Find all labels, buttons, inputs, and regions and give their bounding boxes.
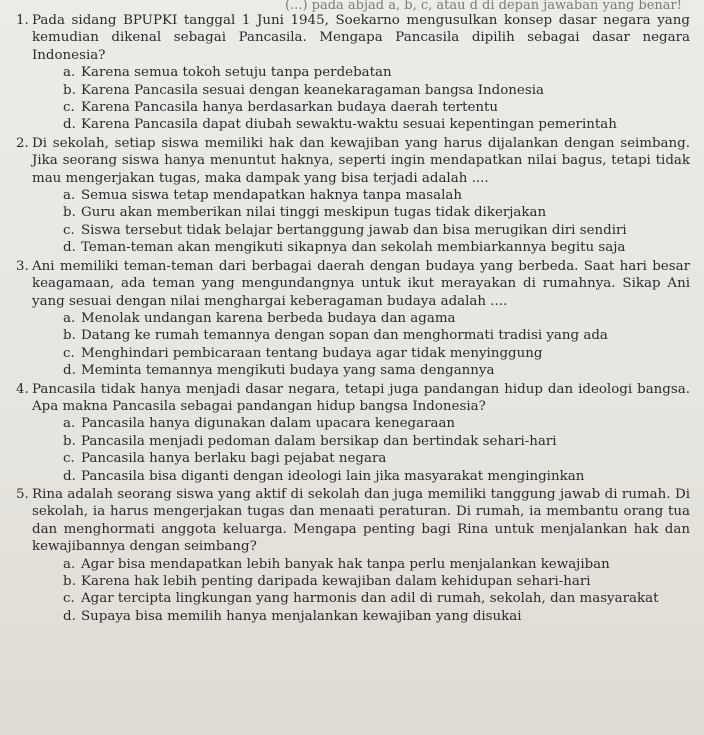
option-d bbox=[63, 239, 690, 256]
question-1 bbox=[16, 12, 690, 134]
option-c bbox=[63, 590, 690, 607]
option-c bbox=[63, 222, 690, 239]
option-d bbox=[63, 116, 690, 133]
option-letter: c. bbox=[63, 345, 75, 361]
option-letter: d. bbox=[63, 240, 76, 256]
instruction-fragment: (...) pada abjad a, b, c, atau d di depan jawaban yang benar! bbox=[284, 0, 682, 12]
option-letter: c. bbox=[63, 100, 75, 116]
option-letter: a. bbox=[63, 416, 76, 432]
option-letter: d. bbox=[63, 117, 76, 133]
option-b bbox=[63, 573, 690, 590]
options-list bbox=[63, 415, 690, 485]
option-text: Karena Pancasila hanya berdasarkan budaya daerah tertentu bbox=[81, 100, 499, 116]
option-b bbox=[63, 327, 690, 344]
option-letter: b. bbox=[63, 433, 76, 449]
option-b bbox=[63, 82, 690, 99]
option-text: Karena Pancasila dapat diubah sewaktu-waktu sesuai kepentingan pemerintah bbox=[81, 117, 617, 133]
option-text: Siswa tersebut tidak belajar bertanggung jawab dan bisa merugikan diri sendiri bbox=[81, 222, 627, 238]
option-text: Semua siswa tetap mendapatkan haknya tanpa masalah bbox=[81, 188, 462, 204]
question-3 bbox=[16, 258, 690, 380]
question-5 bbox=[16, 486, 690, 625]
option-letter: d. bbox=[63, 468, 76, 484]
question-number: 2. bbox=[16, 135, 29, 151]
question-number: 3. bbox=[16, 258, 29, 274]
options-list bbox=[63, 187, 690, 257]
option-letter: c. bbox=[63, 591, 75, 607]
question-text: Rina adalah seorang siswa yang aktif di sekolah dan juga memiliki tanggung jawab di rumah. Di sekolah, ia harus mengerjakan tugas dan menaati peraturan. Di rumah, ia membantu orang tua dan menghormati anggota keluarga. Mengapa penting bagi Rina untuk menjalankan hak dan kewajibannya dengan seimbang? bbox=[32, 486, 690, 555]
option-d bbox=[63, 608, 690, 625]
question-text: Pada sidang BPUPKI tanggal 1 Juni 1945, Soekarno mengusulkan konsep dasar negara yang kemudian dikenal sebagai Pancasila. Mengapa Pancasila dipilih sebagai dasar negara Indonesia? bbox=[32, 13, 690, 63]
option-letter: b. bbox=[63, 82, 76, 98]
option-letter: a. bbox=[63, 310, 76, 326]
option-text: Teman-teman akan mengikuti sikapnya dan sekolah membiarkannya begitu saja bbox=[81, 240, 626, 256]
option-letter: c. bbox=[63, 451, 75, 467]
options-list bbox=[63, 64, 690, 134]
option-letter: d. bbox=[63, 363, 76, 379]
option-letter: b. bbox=[63, 205, 76, 221]
option-text: Menghindari pembicaraan tentang budaya agar tidak menyinggung bbox=[81, 345, 543, 361]
question-stem bbox=[16, 486, 690, 556]
option-letter: b. bbox=[63, 328, 76, 344]
option-text: Agar bisa mendapatkan lebih banyak hak tanpa perlu menjalankan kewajiban bbox=[81, 556, 610, 572]
option-text: Pancasila bisa diganti dengan ideologi lain jika masyarakat menginginkan bbox=[81, 468, 585, 484]
question-text: Pancasila tidak hanya menjadi dasar negara, tetapi juga pandangan hidup dan ideologi bangsa. Apa makna Pancasila sebagai pandangan hidup bangsa Indonesia? bbox=[32, 381, 690, 414]
option-letter: a. bbox=[63, 188, 76, 204]
question-text: Di sekolah, setiap siswa memiliki hak dan kewajiban yang harus dijalankan dengan seimbang. Jika seorang siswa hanya menuntut haknya, seperti ingin mendapatkan nilai bagus, tetapi tidak mau mengerjakan tugas, maka dampak yang bisa terjadi adalah .... bbox=[32, 135, 690, 186]
option-text: Pancasila hanya digunakan dalam upacara kenegaraan bbox=[81, 416, 456, 432]
options-list bbox=[63, 310, 690, 380]
option-text: Menolak undangan karena berbeda budaya dan agama bbox=[81, 310, 456, 326]
option-letter: a. bbox=[63, 65, 76, 81]
option-a bbox=[63, 310, 690, 327]
option-text: Karena semua tokoh setuju tanpa perdebatan bbox=[81, 65, 392, 81]
option-a bbox=[63, 556, 690, 573]
question-number: 1. bbox=[16, 13, 29, 28]
option-b bbox=[63, 204, 690, 221]
option-c bbox=[63, 345, 690, 362]
option-d bbox=[63, 468, 690, 485]
question-2 bbox=[16, 135, 690, 257]
option-text: Supaya bisa memilih hanya menjalankan kewajiban yang disukai bbox=[81, 608, 522, 624]
question-stem bbox=[16, 381, 690, 416]
option-text: Karena hak lebih penting daripada kewajiban dalam kehidupan sehari-hari bbox=[81, 574, 591, 589]
question-4 bbox=[16, 381, 690, 485]
option-d bbox=[63, 362, 690, 379]
option-text: Karena Pancasila sesuai dengan keanekaragaman bangsa Indonesia bbox=[81, 82, 544, 98]
option-text: Meminta temannya mengikuti budaya yang sama dengannya bbox=[81, 363, 495, 379]
question-number: 5. bbox=[16, 486, 29, 502]
option-text: Pancasila hanya berlaku bagi pejabat negara bbox=[81, 451, 387, 467]
question-number: 4. bbox=[16, 381, 29, 397]
option-a bbox=[63, 415, 690, 432]
option-letter: b. bbox=[63, 574, 76, 589]
question-text: Ani memiliki teman-teman dari berbagai daerah dengan budaya yang berbeda. Saat hari besar keagamaan, ada teman yang mengundangnya untuk ikut merayakan di rumahnya. Sikap Ani yang sesuai dengan nilai menghargai keberagaman budaya adalah .... bbox=[32, 258, 690, 309]
option-text: Datang ke rumah temannya dengan sopan dan menghormati tradisi yang ada bbox=[81, 328, 608, 344]
question-stem bbox=[16, 12, 690, 64]
option-letter: a. bbox=[63, 556, 76, 572]
option-b bbox=[63, 433, 690, 450]
option-a bbox=[63, 187, 690, 204]
option-letter: c. bbox=[63, 222, 75, 238]
option-text: Pancasila menjadi pedoman dalam bersikap dan bertindak sehari-hari bbox=[81, 433, 557, 449]
option-c bbox=[63, 450, 690, 467]
options-list bbox=[63, 556, 690, 626]
option-letter: d. bbox=[63, 608, 76, 624]
option-text: Guru akan memberikan nilai tinggi meskipun tugas tidak dikerjakan bbox=[81, 205, 547, 221]
question-stem bbox=[16, 135, 690, 187]
option-a bbox=[63, 64, 690, 81]
question-stem bbox=[16, 258, 690, 310]
option-c bbox=[63, 99, 690, 116]
option-text: Agar tercipta lingkungan yang harmonis dan adil di rumah, sekolah, dan masyarakat bbox=[81, 591, 659, 607]
